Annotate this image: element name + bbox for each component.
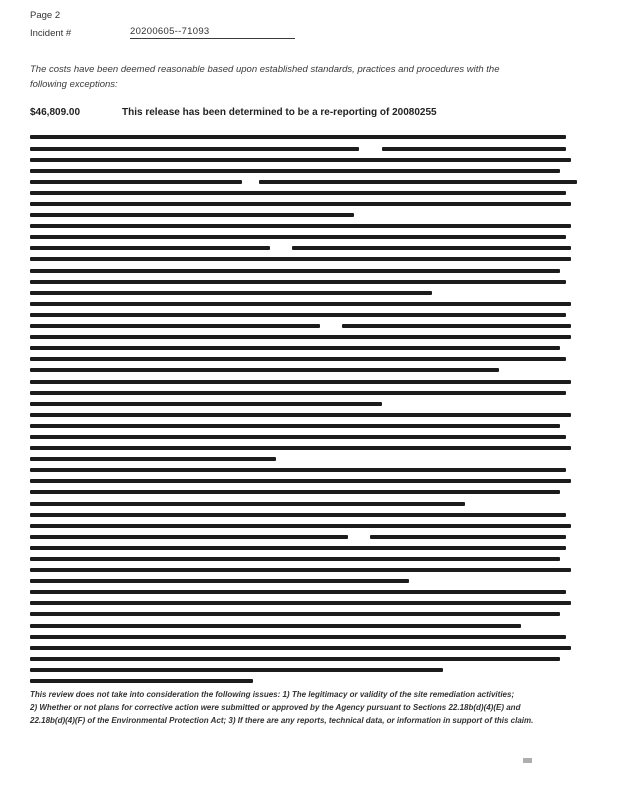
redacted-line [30,565,588,576]
page-number-label: Page 2 [30,10,61,21]
redacted-line [30,532,588,543]
redacted-line [30,277,588,288]
redaction-bar [30,646,571,650]
redacted-line [30,354,588,365]
redaction-bar [30,391,566,395]
redaction-bar [30,524,571,528]
redaction-bar [30,246,270,250]
redacted-line [30,609,588,620]
redacted-line [30,321,588,332]
redacted-line [30,243,588,254]
redaction-bar [30,357,566,361]
footer-line: This review does not take into consideration the following issues: 1) The legitimacy or validity of the site remediation activities; [30,690,515,699]
redaction-bar [30,413,571,417]
redacted-line [30,510,588,521]
redaction-bar [30,579,409,583]
redacted-line [30,132,588,143]
redaction-bar [30,269,560,273]
redacted-line [30,155,588,166]
redaction-bar [30,135,566,139]
redaction-bar [30,468,566,472]
redacted-line [30,144,588,155]
redacted-line [30,676,588,687]
footer-line: 2) Whether or not plans for corrective action were submitted or approved by the Agency pursuant to Sections 22.18b(d)(4)(E) and [30,703,521,713]
redaction-bar [30,612,560,616]
redacted-line [30,476,588,487]
redaction-bar [292,246,571,250]
incident-label: Incident # [30,28,72,39]
redaction-bar [30,202,571,206]
redacted-line [30,377,588,388]
redaction-bar [30,679,253,683]
redaction-bar [30,280,566,284]
redaction-bar [30,346,560,350]
redacted-line [30,410,588,421]
redacted-line [30,487,588,498]
redaction-bar [259,180,577,184]
redacted-line [30,388,588,399]
redaction-bar [30,601,571,605]
redacted-line [30,665,588,676]
redaction-bar [30,402,382,406]
redacted-line [30,310,588,321]
footer-disclaimer [30,688,585,728]
redaction-bar [30,624,521,628]
redaction-bar [30,457,276,461]
redaction-bar [30,180,242,184]
redaction-bar [30,424,560,428]
redaction-bar [30,335,571,339]
redaction-bar [30,380,571,384]
scan-artifact [523,758,532,763]
redacted-line [30,232,588,243]
redacted-line [30,199,588,210]
redaction-bar [30,479,571,483]
redaction-bar [30,169,560,173]
redacted-line [30,221,588,232]
redaction-bar [30,590,566,594]
redacted-line [30,643,588,654]
incident-number: 20200605--71093 [130,26,295,39]
redaction-bar [30,568,571,572]
redaction-bar [30,147,359,151]
redacted-line [30,576,588,587]
redaction-bar [30,224,571,228]
redaction-bar [30,158,571,162]
redacted-line [30,365,588,376]
redaction-bar [30,513,566,517]
redacted-line [30,454,588,465]
redaction-bar [30,535,348,539]
redaction-bar [30,191,566,195]
redacted-line [30,499,588,510]
redaction-bar [30,302,571,306]
intro-paragraph: The costs have been deemed reasonable based upon established standards, practices and procedures with the following exceptions: [30,64,500,90]
redacted-line [30,177,588,188]
page-content [30,0,590,687]
redaction-bar [30,313,566,317]
redaction-bar [30,213,354,217]
redacted-line [30,343,588,354]
redacted-line [30,632,588,643]
redacted-line [30,654,588,665]
redaction-bar [30,435,566,439]
redaction-bar [382,147,566,151]
redacted-line [30,587,588,598]
redaction-bar [30,635,566,639]
redaction-bar [30,324,320,328]
redaction-bar [342,324,571,328]
redacted-line [30,432,588,443]
redaction-bar [30,235,566,239]
redacted-line [30,254,588,265]
redacted-line [30,521,588,532]
redacted-line [30,210,588,221]
redacted-line [30,598,588,609]
redacted-line [30,421,588,432]
redaction-bar [30,446,571,450]
redacted-line [30,166,588,177]
redaction-bar [30,668,443,672]
redacted-line [30,621,588,632]
redaction-bar [370,535,565,539]
redacted-line [30,332,588,343]
determination-text: This release has been determined to be a re-reporting of 20080255 [122,107,437,119]
redaction-bar [30,257,571,261]
redacted-line [30,266,588,277]
claim-amount: $46,809.00 [30,107,81,119]
redacted-block [30,132,588,687]
redacted-line [30,288,588,299]
redacted-line [30,399,588,410]
redacted-line [30,554,588,565]
redacted-line [30,465,588,476]
redaction-bar [30,502,465,506]
incident-row [30,26,590,39]
amount-row [30,107,590,118]
redaction-bar [30,490,560,494]
redaction-bar [30,546,566,550]
redaction-bar [30,557,560,561]
redacted-line [30,188,588,199]
redacted-line [30,443,588,454]
redacted-line [30,543,588,554]
redacted-line [30,299,588,310]
footer-line: 22.18b(d)(4)(F) of the Environmental Protection Act; 3) If there are any reports, technical data, or information in support of this claim. [30,716,534,726]
redaction-bar [30,368,499,372]
redaction-bar [30,657,560,661]
redaction-bar [30,291,432,295]
